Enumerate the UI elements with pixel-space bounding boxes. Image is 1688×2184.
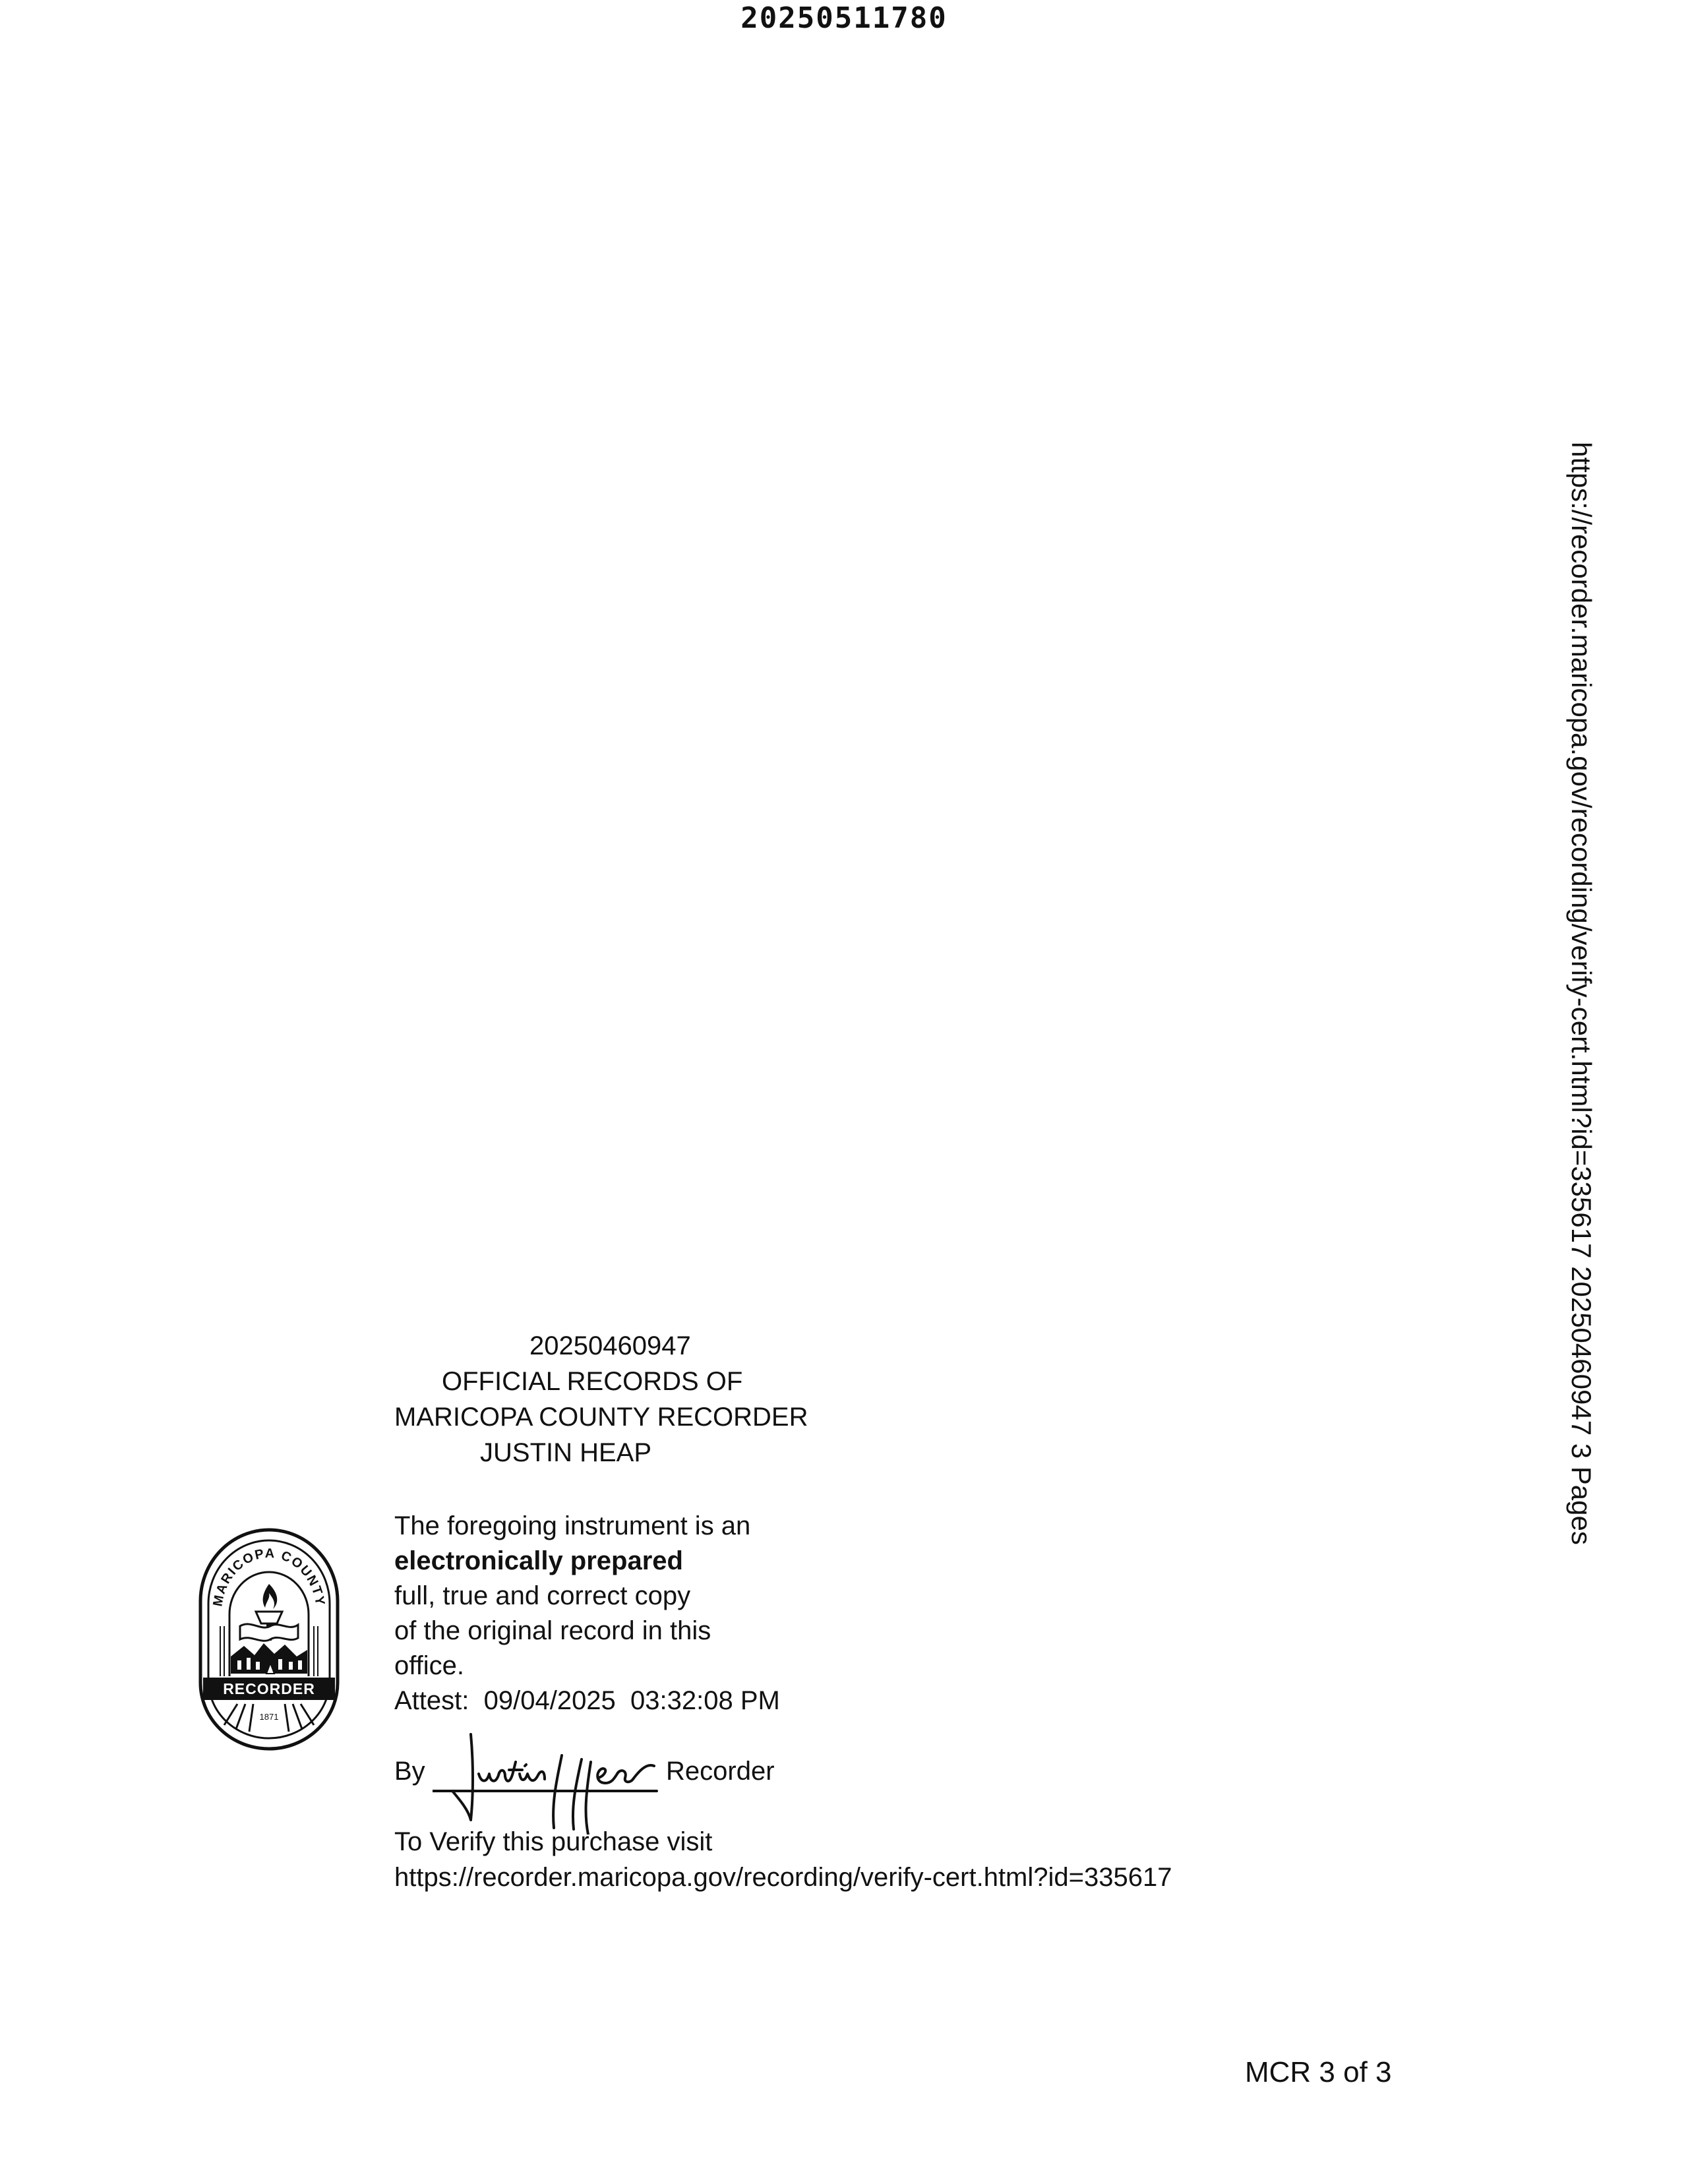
signature-block xyxy=(394,1741,856,1820)
certificate-header xyxy=(394,1328,856,1471)
official-records-line: OFFICIAL RECORDS OF xyxy=(442,1367,743,1396)
seal-top-text: MARICOPA COUNTY xyxy=(210,1546,328,1608)
seal-year: 1871 xyxy=(259,1712,279,1722)
body-line-2: electronically prepared xyxy=(394,1546,683,1575)
page-marker: MCR 3 of 3 xyxy=(1245,2056,1392,2088)
seal-banner-text: RECORDER xyxy=(223,1680,315,1697)
county-recorder-line: MARICOPA COUNTY RECORDER xyxy=(394,1403,808,1432)
body-line-5: office. xyxy=(394,1651,464,1680)
body-line-4: of the original record in this xyxy=(394,1616,711,1645)
record-number: 20250460947 xyxy=(529,1331,691,1360)
body-line-3: full, true and correct copy xyxy=(394,1581,691,1610)
side-verification-text: https://recorder.maricopa.gov/recording/verify-cert.html?id=335617 20250460947 3 Pages xyxy=(1566,442,1597,1545)
attest-line: Attest: 09/04/2025 03:32:08 PM xyxy=(394,1686,780,1715)
body-line-1: The foregoing instrument is an xyxy=(394,1511,751,1540)
recorder-name: JUSTIN HEAP xyxy=(480,1438,652,1467)
handwritten-signature xyxy=(433,1722,683,1835)
county-recorder-seal xyxy=(198,1527,340,1751)
verify-url[interactable]: https://recorder.maricopa.gov/recording/verify-cert.html?id=335617 xyxy=(394,1863,1172,1892)
document-number-top: 20250511780 xyxy=(740,1,948,35)
certificate-body xyxy=(394,1509,922,1718)
verify-instruction: To Verify this purchase visit xyxy=(394,1827,713,1856)
by-label: By xyxy=(394,1757,425,1786)
verification-block xyxy=(394,1824,1317,1895)
recorder-label: Recorder xyxy=(666,1757,775,1786)
